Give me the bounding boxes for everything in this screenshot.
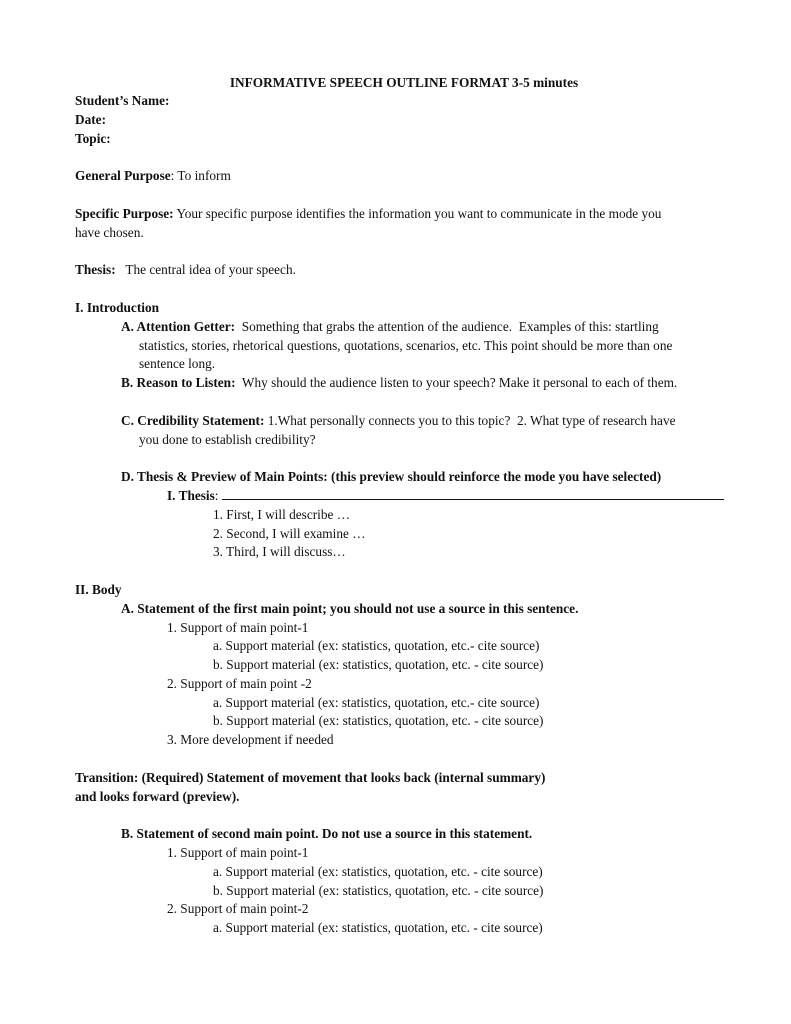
attention-getter: A. Attention Getter: Something that grabs the attention of the audience. Examples of this: startling (121, 319, 659, 334)
preview-item: 3. Third, I will discuss… (213, 544, 346, 559)
topic-label: Topic: (75, 131, 111, 146)
specific-purpose-continued: have chosen. (75, 225, 144, 240)
student-name-label: Student’s Name: (75, 93, 170, 108)
point-a-support-1a: a. Support material (ex: statistics, quotation, etc.- cite source) (213, 638, 540, 653)
date-label: Date: (75, 112, 107, 127)
attention-getter-line3: sentence long. (139, 356, 216, 371)
body-heading: II. Body (75, 582, 122, 597)
point-b-support-1a: a. Support material (ex: statistics, quotation, etc. - cite source) (213, 864, 543, 879)
preview-item: 2. Second, I will examine … (213, 526, 366, 541)
credibility-statement: C. Credibility Statement: 1.What personally connects you to this topic? 2. What type of research have (121, 413, 676, 428)
point-a-support-2: 2. Support of main point -2 (167, 676, 312, 691)
thesis: Thesis: The central idea of your speech. (75, 262, 296, 277)
thesis-preview-heading: D. Thesis & Preview of Main Points: (this preview should reinforce the mode you have selected) (121, 469, 662, 484)
attention-getter-line2: statistics, stories, rhetorical questions, quotations, scenarios, etc. This point should be more than one (139, 338, 673, 353)
point-b-support-2a: a. Support material (ex: statistics, quotation, etc. - cite source) (213, 920, 543, 935)
transition-line2: and looks forward (preview). (75, 789, 240, 804)
point-b-support-1: 1. Support of main point-1 (167, 845, 309, 860)
credibility-statement-line2: you done to establish credibility? (139, 432, 316, 447)
specific-purpose: Specific Purpose: Your specific purpose identifies the information you want to communicate in the mode you (75, 206, 662, 221)
reason-to-listen: B. Reason to Listen: Why should the audience listen to your speech? Make it personal to each of them. (121, 375, 678, 390)
general-purpose: General Purpose: To inform (75, 168, 231, 183)
main-point-b: B. Statement of second main point. Do not use a source in this statement. (121, 826, 533, 841)
point-a-support-3: 3. More development if needed (167, 732, 334, 747)
point-a-support-1: 1. Support of main point-1 (167, 620, 309, 635)
point-a-support-2b: b. Support material (ex: statistics, quotation, etc. - cite source) (213, 713, 544, 728)
preview-item: 1. First, I will describe … (213, 507, 351, 522)
point-a-support-2a: a. Support material (ex: statistics, quotation, etc.- cite source) (213, 695, 540, 710)
transition: Transition: (Required) Statement of movement that looks back (internal summary) (75, 770, 546, 785)
thesis-fill-in-line (222, 487, 724, 500)
point-b-support-1b: b. Support material (ex: statistics, quotation, etc. - cite source) (213, 883, 544, 898)
thesis-blank-line: I. Thesis: (167, 487, 724, 505)
document-title: INFORMATIVE SPEECH OUTLINE FORMAT 3-5 minutes (229, 75, 579, 90)
point-b-support-2: 2. Support of main point-2 (167, 901, 309, 916)
introduction-heading: I. Introduction (75, 300, 159, 315)
main-point-a: A. Statement of the first main point; you should not use a source in this sentence. (121, 601, 579, 616)
point-a-support-1b: b. Support material (ex: statistics, quotation, etc. - cite source) (213, 657, 544, 672)
